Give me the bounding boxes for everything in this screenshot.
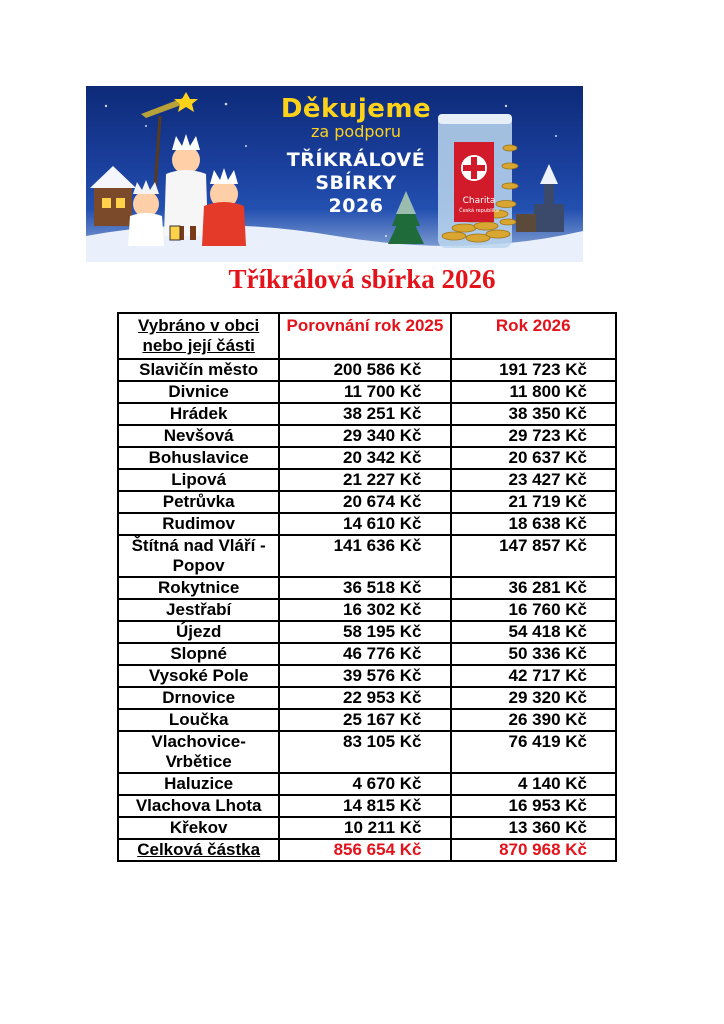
banner-line-collection: TŘÍKRÁLOVÉ	[286, 149, 426, 171]
municipality-cell: Újezd	[118, 621, 279, 643]
amount-2025-cell: 4 670 Kč	[279, 773, 450, 795]
amount-2025-cell: 16 302 Kč	[279, 599, 450, 621]
amount-2025-cell: 25 167 Kč	[279, 709, 450, 731]
table-row	[118, 709, 616, 731]
amount-2026-cell: 76 419 Kč	[451, 731, 617, 773]
table-row	[118, 599, 616, 621]
banner-line-thanks: Děkujeme	[280, 94, 432, 124]
charita-logo-text: Charita	[462, 196, 496, 206]
amount-2025-cell: 58 195 Kč	[279, 621, 450, 643]
amount-2026-cell: 42 717 Kč	[451, 665, 617, 687]
amount-2026-cell: 13 360 Kč	[451, 817, 617, 839]
table-row	[118, 773, 616, 795]
amount-2026-cell: 23 427 Kč	[451, 469, 617, 491]
header-municipality: Vybráno v obci nebo její části	[118, 313, 279, 359]
table-row	[118, 731, 616, 773]
amount-2026-cell: 36 281 Kč	[451, 577, 617, 599]
municipality-cell: Loučka	[118, 709, 279, 731]
amount-2026-cell: 21 719 Kč	[451, 491, 617, 513]
banner-text	[256, 94, 456, 218]
table-row	[118, 795, 616, 817]
municipality-cell: Vlachovice-Vrbětice	[118, 731, 279, 773]
table-row	[118, 469, 616, 491]
amount-2026-cell: 29 723 Kč	[451, 425, 617, 447]
municipality-cell: Vlachova Lhota	[118, 795, 279, 817]
table-header-row	[118, 313, 616, 359]
municipality-cell: Drnovice	[118, 687, 279, 709]
amount-2025-cell: 21 227 Kč	[279, 469, 450, 491]
amount-2025-cell: 20 342 Kč	[279, 447, 450, 469]
municipality-cell: Petrůvka	[118, 491, 279, 513]
municipality-cell: Slopné	[118, 643, 279, 665]
municipality-cell: Lipová	[118, 469, 279, 491]
amount-2026-cell: 26 390 Kč	[451, 709, 617, 731]
municipality-cell: Vysoké Pole	[118, 665, 279, 687]
table-row	[118, 643, 616, 665]
amount-2025-cell: 10 211 Kč	[279, 817, 450, 839]
amount-2025-cell: 36 518 Kč	[279, 577, 450, 599]
amount-2025-cell: 14 815 Kč	[279, 795, 450, 817]
municipality-cell: Štítná nad Vláří - Popov	[118, 535, 279, 577]
banner-line-year: 2026	[328, 195, 384, 217]
thank-you-banner	[86, 86, 583, 262]
table-total-row	[118, 839, 616, 861]
table-row	[118, 359, 616, 381]
table-row	[118, 665, 616, 687]
amount-2025-cell: 14 610 Kč	[279, 513, 450, 535]
amount-2025-cell: 83 105 Kč	[279, 731, 450, 773]
header-2026: Rok 2026	[451, 313, 617, 359]
municipality-cell: Nevšová	[118, 425, 279, 447]
municipality-cell: Slavičín město	[118, 359, 279, 381]
table-row	[118, 817, 616, 839]
total-label: Celková částka	[118, 839, 279, 861]
table-row	[118, 491, 616, 513]
amount-2026-cell: 4 140 Kč	[451, 773, 617, 795]
amount-2025-cell: 20 674 Kč	[279, 491, 450, 513]
municipality-cell: Bohuslavice	[118, 447, 279, 469]
amount-2026-cell: 54 418 Kč	[451, 621, 617, 643]
municipality-cell: Hrádek	[118, 403, 279, 425]
municipality-cell: Rudimov	[118, 513, 279, 535]
table-row	[118, 381, 616, 403]
amount-2026-cell: 38 350 Kč	[451, 403, 617, 425]
municipality-cell: Divnice	[118, 381, 279, 403]
table-row	[118, 447, 616, 469]
table-row	[118, 535, 616, 577]
amount-2025-cell: 46 776 Kč	[279, 643, 450, 665]
collection-results-table	[117, 312, 617, 862]
banner-line-sbirky: SBÍRKY	[315, 172, 397, 194]
table-row	[118, 621, 616, 643]
header-2025: Porovnání rok 2025	[279, 313, 450, 359]
municipality-cell: Křekov	[118, 817, 279, 839]
municipality-cell: Haluzice	[118, 773, 279, 795]
amount-2025-cell: 29 340 Kč	[279, 425, 450, 447]
amount-2025-cell: 39 576 Kč	[279, 665, 450, 687]
amount-2026-cell: 147 857 Kč	[451, 535, 617, 577]
page-title: Tříkrálová sbírka 2026	[228, 264, 496, 294]
amount-2026-cell: 191 723 Kč	[451, 359, 617, 381]
amount-2026-cell: 18 638 Kč	[451, 513, 617, 535]
amount-2025-cell: 11 700 Kč	[279, 381, 450, 403]
table-row	[118, 425, 616, 447]
total-2026: 870 968 Kč	[451, 839, 617, 861]
amount-2026-cell: 16 953 Kč	[451, 795, 617, 817]
amount-2026-cell: 20 637 Kč	[451, 447, 617, 469]
table-body	[118, 359, 616, 839]
total-2025: 856 654 Kč	[279, 839, 450, 861]
municipality-cell: Jestřabí	[118, 599, 279, 621]
amount-2025-cell: 200 586 Kč	[279, 359, 450, 381]
table-row	[118, 403, 616, 425]
amount-2025-cell: 22 953 Kč	[279, 687, 450, 709]
table-row	[118, 513, 616, 535]
amount-2026-cell: 50 336 Kč	[451, 643, 617, 665]
amount-2025-cell: 38 251 Kč	[279, 403, 450, 425]
amount-2026-cell: 29 320 Kč	[451, 687, 617, 709]
table-row	[118, 577, 616, 599]
municipality-cell: Rokytnice	[118, 577, 279, 599]
amount-2026-cell: 16 760 Kč	[451, 599, 617, 621]
table-row	[118, 687, 616, 709]
amount-2025-cell: 141 636 Kč	[279, 535, 450, 577]
banner-line-support: za podporu	[310, 122, 402, 141]
charita-logo-subtext: Česká republika	[459, 208, 499, 214]
amount-2026-cell: 11 800 Kč	[451, 381, 617, 403]
